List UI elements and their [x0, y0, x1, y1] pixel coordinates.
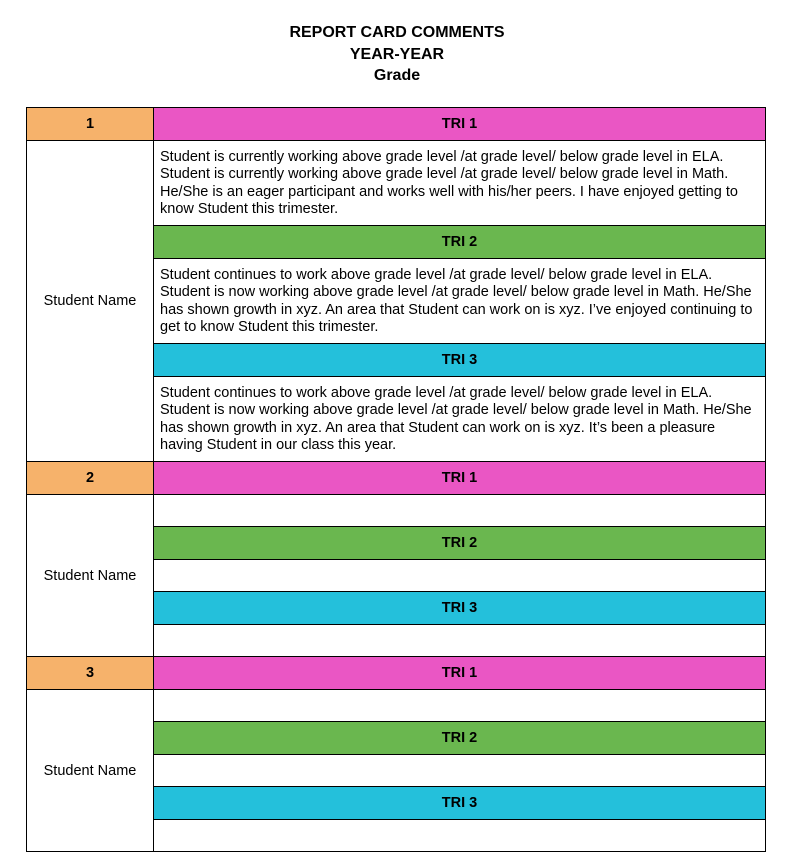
- tri2-header: TRI 2: [154, 226, 766, 259]
- grade-label: Grade: [373, 67, 421, 84]
- student-number: 2: [27, 462, 154, 495]
- student-number: 1: [27, 108, 154, 141]
- tri1-header: TRI 1: [154, 108, 766, 141]
- document-title: REPORT CARD COMMENTS: [289, 24, 505, 41]
- student-name[interactable]: Student Name: [27, 495, 154, 657]
- student-name[interactable]: Student Name: [27, 690, 154, 852]
- tri3-header: TRI 3: [154, 592, 766, 625]
- student-name[interactable]: Student Name: [27, 141, 154, 462]
- tri2-comment[interactable]: [154, 755, 766, 787]
- tri1-header: TRI 1: [154, 462, 766, 495]
- tri3-comment[interactable]: Student continues to work above grade level /at grade level/ below grade level in ELA. Student is now working above grade level /at grade level/ below grade level in Math. He/She has shown growth in xyz. An area that Student can work on is xyz. It’s been a pleasure having Student in our class this year.: [154, 377, 766, 462]
- student-2-tri1-row: [27, 495, 766, 527]
- student-2-header-row: [27, 462, 766, 495]
- student-number: 3: [27, 657, 154, 690]
- student-1-tri1-row: [27, 141, 766, 226]
- document-header: [0, 22, 794, 87]
- tri1-header: TRI 1: [154, 657, 766, 690]
- student-3-tri1-row: [27, 690, 766, 722]
- tri3-header: TRI 3: [154, 344, 766, 377]
- tri1-comment[interactable]: [154, 690, 766, 722]
- tri3-comment[interactable]: [154, 820, 766, 852]
- tri1-comment[interactable]: Student is currently working above grade level /at grade level/ below grade level in ELA. Student is currently working above grade level /at grade level/ below grade level in Math. He/She is an eager participant and works well with his/her peers. I have enjoyed getting to know Student this trimester.: [154, 141, 766, 226]
- school-year: YEAR-YEAR: [349, 45, 445, 63]
- tri2-comment[interactable]: [154, 560, 766, 592]
- tri3-comment[interactable]: [154, 625, 766, 657]
- report-card-table: [26, 107, 766, 852]
- tri1-comment[interactable]: [154, 495, 766, 527]
- student-1-header-row: [27, 108, 766, 141]
- tri2-comment[interactable]: Student continues to work above grade level /at grade level/ below grade level in ELA. Student is now working above grade level /at grade level/ below grade level in Math. He/She has shown growth in xyz. An area that Student can work on is xyz. I’ve enjoyed continuing to get to know Student this trimester.: [154, 259, 766, 344]
- tri3-header: TRI 3: [154, 787, 766, 820]
- student-3-header-row: [27, 657, 766, 690]
- tri2-header: TRI 2: [154, 722, 766, 755]
- tri2-header: TRI 2: [154, 527, 766, 560]
